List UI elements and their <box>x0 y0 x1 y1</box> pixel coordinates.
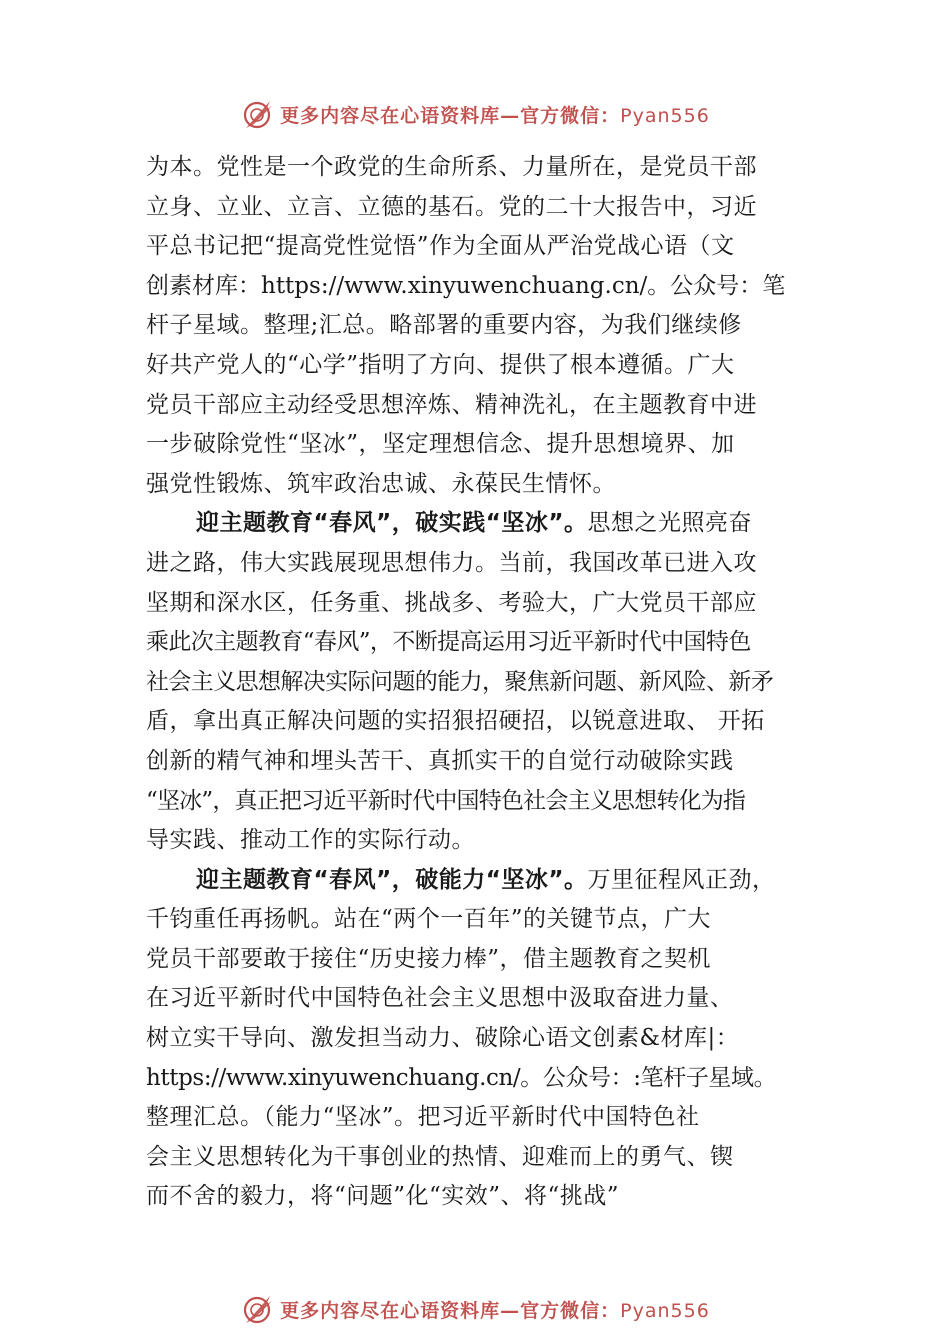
paragraph-lead-rest: 万里征程风正劲， <box>587 866 776 893</box>
quill-logo-icon <box>240 96 276 132</box>
footer-banner <box>0 1287 950 1331</box>
text-line: 乘此次主题教育“春风”，不断提高运用习近平新时代中国特色 <box>146 629 751 656</box>
paragraph-lead: 迎主题教育“春风”，破能力“坚冰”。 <box>196 866 588 893</box>
text-line: 创新的精气神和埋头苦干、真抓实干的自觉行动破除实践 <box>146 747 734 774</box>
text-line: https://www.xinyuwenchuang.cn/。公众号：:笔杆子星域。 <box>146 1064 777 1091</box>
quill-logo-icon <box>240 1291 276 1327</box>
banner-account: Pyan556 <box>620 1299 710 1322</box>
text-line: 千钧重任再扬帆。站在“两个一百年”的关键节点，广大 <box>146 906 712 933</box>
text-line: 立身、立业、立言、立德的基石。党的二十大报告中，习近 <box>146 193 757 220</box>
text-line: 好共产党人的“心学”指明了方向、提供了根本遵循。广大 <box>146 351 735 378</box>
banner-text: 更多内容尽在心语资料库—官方微信：Pyan556 <box>280 104 710 127</box>
paragraph-first-line <box>146 504 818 544</box>
text-line: 整理汇总。（能力“坚冰”。把习近平新时代中国特色社 <box>146 1104 700 1131</box>
text-line: 杆子星域。整理;汇总。略部署的重要内容，为我们继续修 <box>146 312 742 339</box>
text-line: 党员干部应主动经受思想淬炼、精神洗礼，在主题教育中进 <box>146 391 757 418</box>
text-line: 为本。党性是一个政党的生命所系、力量所在，是党员干部 <box>146 154 757 180</box>
paragraph-first-line <box>146 861 818 901</box>
banner-account: Pyan556 <box>620 104 710 127</box>
header-banner <box>0 92 950 136</box>
text-line: 坚期和深水区，任务重、挑战多、考验大，广大党员干部应 <box>146 589 757 616</box>
text-line: 会主义思想转化为干事创业的热情、迎难而上的勇气、锲 <box>146 1143 734 1170</box>
document-body <box>146 148 818 1217</box>
text-line: 社会主义思想解决实际问题的能力，聚焦新问题、新风险、新矛 <box>146 668 774 695</box>
text-line: 而不舍的毅力，将“问题”化“实效”、将“挑战” <box>146 1183 620 1210</box>
paragraph-lead-rest: 思想之光照亮奋 <box>587 510 752 537</box>
text-line: 树立实干导向、激发担当动力、破除心语文创素&材库|： <box>146 1025 740 1052</box>
text-line: 一步破除党性“坚冰”，坚定理想信念、提升思想境界、加 <box>146 431 735 458</box>
text-line: 创素材库：https://www.xinyuwenchuang.cn/。公众号：笔 <box>146 272 786 299</box>
text-line: 平总书记把“提高党性觉悟”作为全面从严治党战心语（文 <box>146 233 735 260</box>
text-line: 党员干部要敢于接住“历史接力棒”，借主题教育之契机 <box>146 945 712 972</box>
text-line: “坚冰”，真正把习近平新时代中国特色社会主义思想转化为指 <box>146 787 746 814</box>
text-line: 导实践、推动工作的实际行动。 <box>146 827 475 854</box>
text-line: 盾，拿出真正解决问题的实招狠招硬招，以锐意进取、 开拓 <box>146 708 765 735</box>
text-line: 强党性锻炼、筑牢政治忠诚、永葆民生情怀。 <box>146 470 616 497</box>
paragraph-lead: 迎主题教育“春风”，破实践“坚冰”。 <box>196 510 588 537</box>
text-line: 进之路，伟大实践展现思想伟力。当前，我国改革已进入攻 <box>146 549 757 576</box>
banner-text: 更多内容尽在心语资料库—官方微信：Pyan556 <box>280 1299 710 1322</box>
text-line: 在习近平新时代中国特色社会主义思想中汲取奋进力量、 <box>146 985 734 1012</box>
